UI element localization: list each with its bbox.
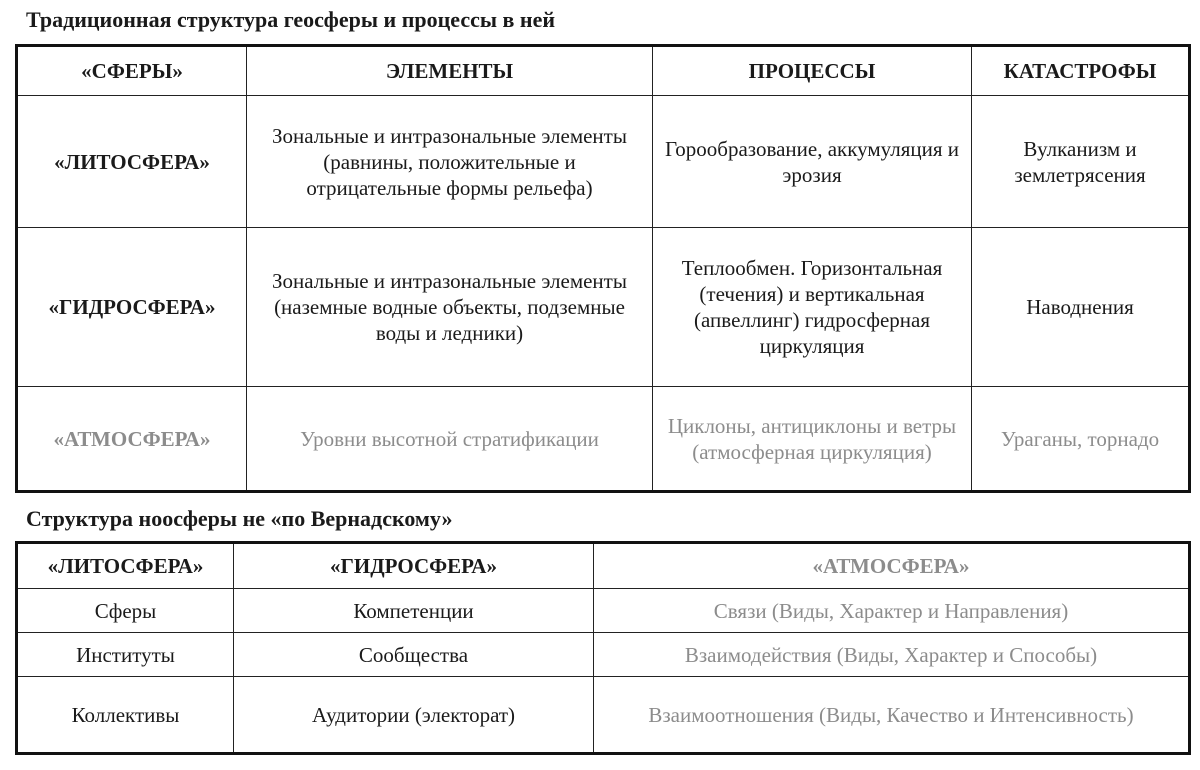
header-spheres: «СФЕРЫ» — [17, 46, 247, 96]
geosphere-structure-table — [15, 44, 1191, 493]
elements-cell: Зональные и интразональные элементы (наземные водные объекты, подземные воды и ледники) — [247, 228, 653, 387]
sphere-hydrosphere: «ГИДРОСФЕРА» — [17, 228, 247, 387]
sphere-lithosphere: «ЛИТОСФЕРА» — [17, 96, 247, 228]
header-hydrosphere: «ГИДРОСФЕРА» — [234, 543, 594, 589]
header-lithosphere: «ЛИТОСФЕРА» — [17, 543, 234, 589]
header-processes: ПРОЦЕССЫ — [653, 46, 972, 96]
noosphere-structure-table — [15, 541, 1191, 755]
catastrophes-cell: Наводнения — [972, 228, 1190, 387]
atmosphere-cell: Связи (Виды, Характер и Направления) — [594, 589, 1190, 633]
table-header-row — [17, 46, 1190, 96]
table-row — [17, 96, 1190, 228]
processes-cell: Горообразование, аккумуляция и эрозия — [653, 96, 972, 228]
table-row — [17, 387, 1190, 492]
table-header-row — [17, 543, 1190, 589]
lithosphere-cell: Коллективы — [17, 677, 234, 754]
header-catastrophes: КАТАСТРОФЫ — [972, 46, 1190, 96]
header-atmosphere: «АТМОСФЕРА» — [594, 543, 1190, 589]
lithosphere-cell: Институты — [17, 633, 234, 677]
elements-cell: Уровни высотной стратификации — [247, 387, 653, 492]
header-elements: ЭЛЕМЕНТЫ — [247, 46, 653, 96]
table-row — [17, 677, 1190, 754]
hydrosphere-cell: Сообщества — [234, 633, 594, 677]
table2-title: Структура ноосферы не «по Вернадскому» — [26, 506, 453, 531]
hydrosphere-cell: Аудитории (электорат) — [234, 677, 594, 754]
lithosphere-cell: Сферы — [17, 589, 234, 633]
table-row — [17, 228, 1190, 387]
processes-cell: Теплообмен. Горизонтальная (течения) и вертикальная (апвеллинг) гидросферная циркуляция — [653, 228, 972, 387]
processes-cell: Циклоны, антициклоны и ветры (атмосферная циркуляция) — [653, 387, 972, 492]
hydrosphere-cell: Компетенции — [234, 589, 594, 633]
atmosphere-cell: Взаимодействия (Виды, Характер и Способы) — [594, 633, 1190, 677]
sphere-atmosphere: «АТМОСФЕРА» — [17, 387, 247, 492]
table-row — [17, 633, 1190, 677]
table-row — [17, 589, 1190, 633]
atmosphere-cell: Взаимоотношения (Виды, Качество и Интенсивность) — [594, 677, 1190, 754]
elements-cell: Зональные и интразональные элементы (равнины, положительные и отрицательные формы рельефа) — [247, 96, 653, 228]
catastrophes-cell: Вулканизм и землетрясения — [972, 96, 1190, 228]
table1-title: Традиционная структура геосферы и процессы в ней — [26, 7, 556, 32]
catastrophes-cell: Ураганы, торнадо — [972, 387, 1190, 492]
